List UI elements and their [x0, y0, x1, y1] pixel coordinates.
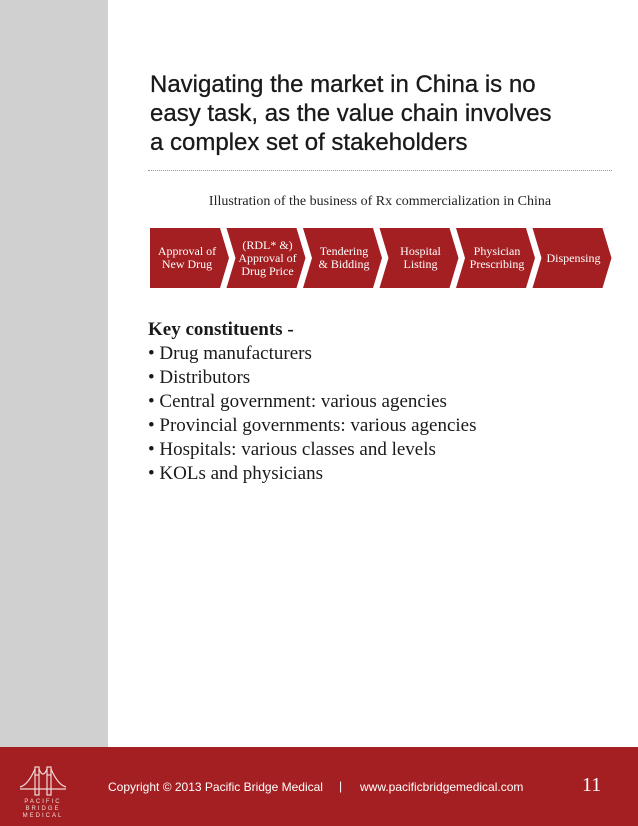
value-chain-step-label: Approval of New Drug: [157, 244, 217, 271]
logo-wordmark: MEDICAL: [22, 813, 64, 819]
title-line: a complex set of stakeholders: [150, 129, 468, 156]
illustration-caption: Illustration of the business of Rx commercialization in China: [208, 194, 552, 209]
pacific-bridge-logo: [18, 765, 68, 819]
key-constituents: [148, 318, 477, 486]
value-chain-step-label: Dispensing: [546, 250, 601, 265]
constituent-item: • Central government: various agencies: [148, 391, 447, 412]
value-chain-step-label: (RDL* &) Approval of Drug Price: [238, 237, 297, 278]
title-line: easy task, as the value chain involves: [150, 100, 552, 127]
key-constituents-heading: Key constituents -: [148, 319, 294, 340]
value-chain-step-label: Tendering & Bidding: [318, 244, 370, 271]
constituent-item: • Distributors: [148, 367, 251, 388]
footer-separator: |: [339, 779, 343, 793]
constituent-item: • Hospitals: various classes and levels: [148, 439, 436, 460]
page-title: [150, 70, 610, 157]
copyright-notice: Copyright © 2013 Pacific Bridge Medical: [108, 780, 323, 794]
logo-wordmark: PACIFIC: [24, 799, 62, 805]
logo-wordmark: BRIDGE: [25, 806, 61, 812]
website-link[interactable]: www.pacificbridgemedical.com: [360, 780, 524, 794]
constituent-item: • Drug manufacturers: [148, 343, 312, 364]
value-chain-step-label: Hospital Listing: [400, 244, 441, 271]
page-number: 11: [582, 774, 602, 796]
side-bar: [0, 0, 108, 747]
title-line: Navigating the market in China is no: [150, 71, 536, 98]
bridge-icon: [18, 765, 68, 799]
constituent-item: • Provincial governments: various agencies: [148, 415, 477, 436]
footer: [0, 747, 638, 826]
value-chain-step-label: Physician Prescribing: [469, 244, 525, 271]
constituent-item: • KOLs and physicians: [148, 463, 323, 484]
title-divider: [148, 170, 612, 171]
